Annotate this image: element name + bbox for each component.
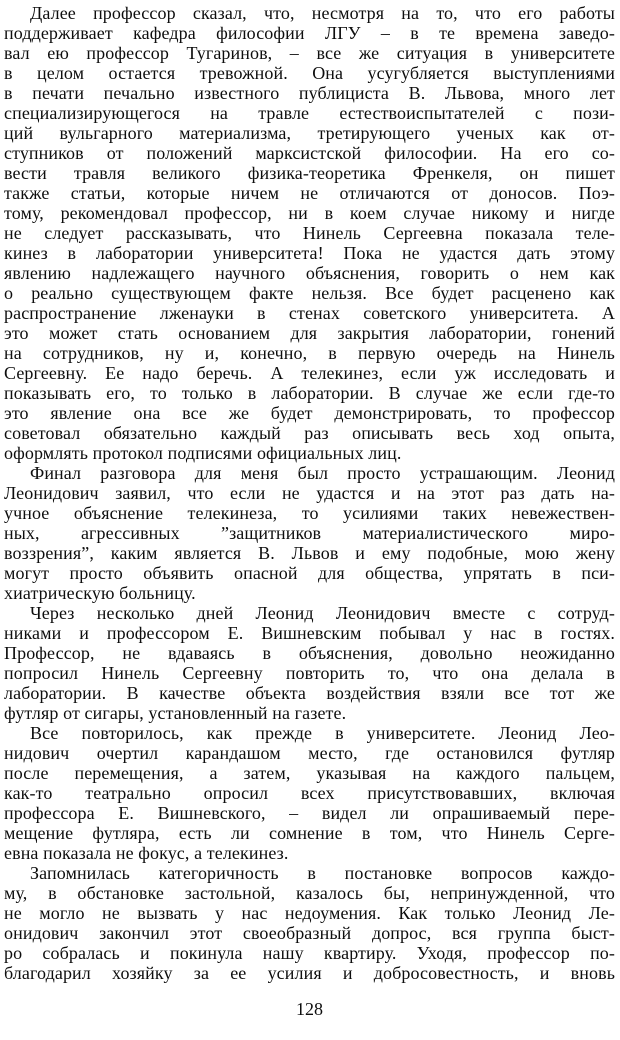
- text-line: лаборатории. В качестве объекта воздействия взяли все тот же: [4, 683, 615, 703]
- text-line: учное объяснение телекинеза, то усилиями таких невежествен-: [4, 503, 615, 523]
- paragraph: [4, 463, 615, 603]
- text-line: советовал обязательно каждый раз описывать весь ход опыта,: [4, 423, 615, 443]
- text-line: это явление она все же будет демонстрировать, то профессор: [4, 403, 615, 423]
- text-line: в целом остается тревожной. Она усугубляется выступлениями: [4, 63, 615, 83]
- text-line: после перемещения, а затем, указывая на каждого пальцем,: [4, 763, 615, 783]
- text-line: вести травля великого физика-теоретика Френкеля, он пишет: [4, 163, 615, 183]
- text-line: никами и профессором Е. Вишневским побывал у нас в гостях.: [4, 623, 615, 643]
- paragraph: [4, 603, 615, 723]
- text-line: специализирующегося на травле естествоиспытателей с пози-: [4, 103, 615, 123]
- text-line: не следует рассказывать, что Нинель Сергеевна показала теле-: [4, 223, 615, 243]
- text-line: это может стать основанием для закрытия лаборатории, гонений: [4, 323, 615, 343]
- text-line: нидович очертил карандашом место, где остановился футляр: [4, 743, 615, 763]
- text-line: ций вульгарного материализма, третирующего ученых как от-: [4, 123, 615, 143]
- text-line: онидович закончил этот своеобразный допрос, вся группа быст-: [4, 923, 615, 943]
- paragraph: [4, 3, 615, 463]
- text-line: как-то театрально опросил всех присутствовавших, включая: [4, 783, 615, 803]
- text-line: Через несколько дней Леонид Леонидович вместе с сотруд-: [30, 603, 615, 623]
- text-line: кинез в лаборатории университета! Пока не удастся дать этому: [4, 243, 615, 263]
- text-line: евна показала не фокус, а телекинез.: [4, 843, 289, 863]
- text-line: ро собралась и покинула нашу квартиру. Уходя, профессор по-: [4, 943, 615, 963]
- text-line: футляр от сигары, установленный на газете.: [4, 703, 347, 723]
- text-line: оформлять протокол подписями официальных лиц.: [4, 443, 402, 463]
- text-line: не могло не вызвать у нас недоумения. Как только Леонид Ле-: [4, 903, 615, 923]
- text-line: о реально существующем факте нельзя. Все будет расценено как: [4, 283, 615, 303]
- text-line: Далее профессор сказал, что, несмотря на то, что его работы: [30, 3, 615, 23]
- text-line: Профессор, не вдаваясь в объяснения, довольно неожиданно: [4, 643, 615, 663]
- page-number: 128: [296, 999, 323, 1019]
- text-line: ступников от положений марксистской философии. На его со-: [4, 143, 615, 163]
- text-line: также статьи, которые ничем не отличаются от доносов. Поэ-: [4, 183, 615, 203]
- text-line: мещение футляра, есть ли сомнение в том, что Нинель Серге-: [4, 823, 615, 843]
- text-line: явлению надлежащего научного объяснения, говорить о нем как: [4, 263, 615, 283]
- text-line: му, в обстановке застольной, казалось бы, непринужденной, что: [4, 883, 615, 903]
- text-line: хиатрическую больницу.: [4, 583, 196, 603]
- text-line: могут просто объявить опасной для общества, упрятать в пси-: [4, 563, 615, 583]
- text-line: поддерживает кафедра философии ЛГУ – в те времена заведо-: [4, 23, 615, 43]
- text-line: попросил Нинель Сергеевну повторить то, что она делала в: [4, 663, 615, 683]
- text-line: распространение лженауки в стенах советского университета. А: [4, 303, 615, 323]
- text-line: профессора Е. Вишневского, – видел ли опрашиваемый пере-: [4, 803, 615, 823]
- text-line: воззрения”, каким является В. Львов и ему подобные, мою жену: [4, 543, 615, 563]
- text-block: [4, 3, 615, 983]
- text-line: вал ею профессор Тугаринов, – все же ситуация в университете: [4, 43, 615, 63]
- text-line: на сотрудников, ну и, конечно, в первую очередь на Нинель: [4, 343, 615, 363]
- text-line: Финал разговора для меня был просто устрашающим. Леонид: [30, 463, 615, 483]
- text-line: Леонидович заявил, что если не удастся и на этот раз дать на-: [4, 483, 615, 503]
- text-line: тому, рекомендовал профессор, ни в коем случае никому и нигде: [4, 203, 615, 223]
- paragraph: [4, 723, 615, 863]
- text-line: Все повторилось, как прежде в университете. Леонид Лео-: [30, 723, 615, 743]
- text-line: в печати печально известного публициста В. Львова, много лет: [4, 83, 615, 103]
- paragraph: [4, 863, 615, 983]
- text-line: показывать его, то только в лаборатории. В случае же если где-то: [4, 383, 615, 403]
- text-line: ных, агрессивных ”защитников материалистического миро-: [4, 523, 615, 543]
- text-line: Сергеевну. Ее надо беречь. А телекинез, если уж исследовать и: [4, 363, 615, 383]
- text-line: Запомнилась категоричность в постановке вопросов каждо-: [30, 863, 615, 883]
- text-line: благодарил хозяйку за ее усилия и добросовестность, и вновь: [4, 963, 615, 983]
